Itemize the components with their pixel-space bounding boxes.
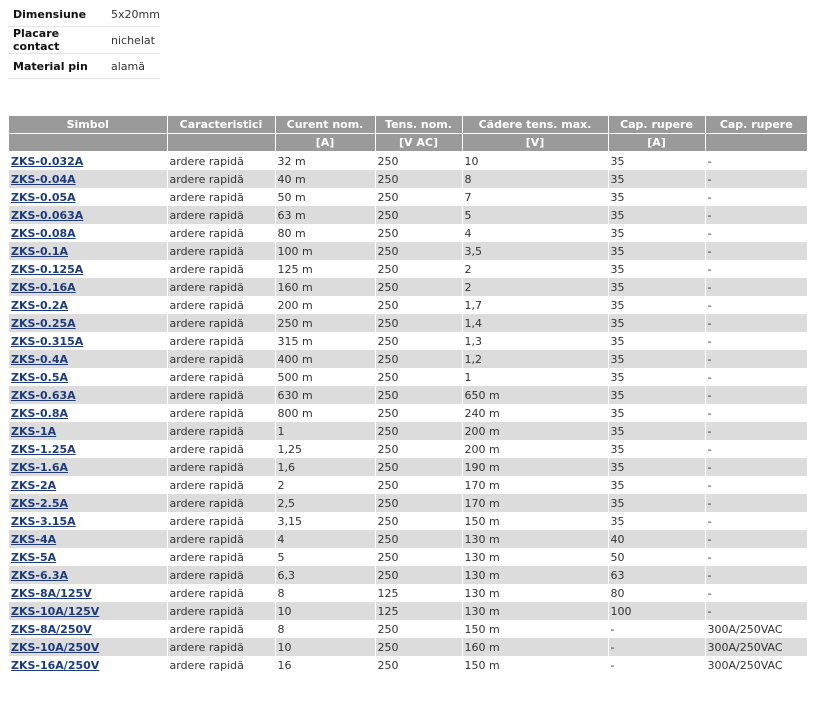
product-link[interactable]: ZKS-8A/125V	[11, 586, 92, 600]
symbol-cell	[9, 170, 167, 188]
product-link[interactable]: ZKS-0.063A	[11, 208, 84, 222]
symbol-cell	[9, 566, 167, 584]
table-cell: ardere rapidă	[167, 458, 275, 476]
table-cell: 300A/250VAC	[705, 638, 807, 656]
table-cell: 63 m	[275, 206, 375, 224]
product-link[interactable]: ZKS-6.3A	[11, 568, 68, 582]
column-unit: [A]	[608, 134, 705, 152]
product-link[interactable]: ZKS-10A/250V	[11, 640, 100, 654]
table-cell: ardere rapidă	[167, 350, 275, 368]
table-cell: -	[705, 350, 807, 368]
table-cell: ardere rapidă	[167, 494, 275, 512]
table-cell: 35	[608, 386, 705, 404]
table-cell: 40 m	[275, 170, 375, 188]
product-link[interactable]: ZKS-0.125A	[11, 262, 84, 276]
product-link[interactable]: ZKS-2.5A	[11, 496, 68, 510]
table-cell: 35	[608, 296, 705, 314]
table-row	[9, 350, 807, 368]
table-row	[9, 224, 807, 242]
table-cell: 130 m	[462, 566, 608, 584]
table-cell: 250	[375, 404, 462, 422]
table-row	[9, 368, 807, 386]
table-cell: -	[707, 478, 712, 492]
table-row	[9, 188, 807, 206]
table-row	[9, 620, 807, 638]
table-cell: 500 m	[275, 368, 375, 386]
table-cell: 10	[462, 152, 608, 171]
table-cell: -	[707, 298, 712, 312]
symbol-cell	[9, 188, 167, 206]
table-row	[9, 638, 807, 656]
table-cell: 4	[275, 530, 375, 548]
spec-value: nichelat	[106, 27, 160, 54]
table-cell: 250 m	[275, 314, 375, 332]
table-cell: ardere rapidă	[167, 476, 275, 494]
table-cell: -	[608, 620, 705, 638]
table-cell: 250	[375, 386, 462, 404]
table-cell: 250	[375, 638, 462, 656]
table-cell: 7	[462, 188, 608, 206]
spec-value: alamă	[106, 54, 160, 79]
table-cell: 250	[375, 206, 462, 224]
table-cell: 630 m	[275, 386, 375, 404]
product-link[interactable]: ZKS-1A	[11, 424, 57, 438]
table-cell: ardere rapidă	[167, 386, 275, 404]
symbol-cell	[9, 512, 167, 530]
column-unit: [V]	[462, 134, 608, 152]
table-cell: 35	[608, 404, 705, 422]
table-cell: 250	[375, 296, 462, 314]
symbol-cell	[9, 242, 167, 260]
column-header: Cap. rupere	[705, 116, 807, 134]
table-cell: 125 m	[275, 260, 375, 278]
table-row	[9, 602, 807, 620]
table-cell: ardere rapidă	[167, 602, 275, 620]
table-cell: 35	[608, 188, 705, 206]
table-cell: 1,7	[462, 296, 608, 314]
table-cell: 250	[375, 494, 462, 512]
table-cell: 400 m	[275, 350, 375, 368]
product-link[interactable]: ZKS-0.315A	[11, 334, 84, 348]
table-cell: 35	[608, 368, 705, 386]
spec-label: Material pin	[8, 54, 106, 79]
table-cell: 130 m	[462, 530, 608, 548]
table-row	[9, 566, 807, 584]
table-cell: 200 m	[462, 440, 608, 458]
spec-row	[8, 27, 160, 54]
table-cell: 35	[608, 206, 705, 224]
table-cell: 160 m	[275, 278, 375, 296]
table-cell: 8	[275, 620, 375, 638]
spec-label: Dimensiune	[8, 2, 106, 27]
column-header: Simbol	[9, 116, 167, 134]
column-header: Curent nom.	[275, 116, 375, 134]
table-cell: 200 m	[462, 422, 608, 440]
table-cell: 125	[375, 602, 462, 620]
table-cell: 32 m	[275, 152, 375, 171]
table-cell: ardere rapidă	[167, 368, 275, 386]
table-cell: -	[705, 566, 807, 584]
table-cell: 250	[375, 188, 462, 206]
table-cell: 35	[608, 170, 705, 188]
table-cell: 35	[608, 440, 705, 458]
product-link[interactable]: ZKS-0.08A	[11, 226, 76, 240]
table-cell: 250	[375, 656, 462, 674]
table-row	[9, 512, 807, 530]
table-cell: -	[707, 154, 712, 168]
product-link[interactable]: ZKS-8A/250V	[11, 622, 92, 636]
product-link[interactable]: ZKS-0.8A	[11, 406, 68, 420]
table-cell: -	[705, 530, 807, 548]
table-cell: 250	[375, 242, 462, 260]
table-cell: ardere rapidă	[167, 242, 275, 260]
table-cell: 35	[608, 494, 705, 512]
symbol-cell	[9, 440, 167, 458]
product-link[interactable]: ZKS-0.1A	[11, 244, 68, 258]
table-cell: 130 m	[462, 584, 608, 602]
product-link[interactable]: ZKS-16A/250V	[11, 658, 100, 672]
table-cell: ardere rapidă	[167, 224, 275, 242]
table-cell: 130 m	[462, 602, 608, 620]
table-row	[9, 278, 807, 296]
product-link[interactable]: ZKS-1.6A	[11, 460, 68, 474]
table-cell: -	[608, 656, 705, 674]
table-cell: 16	[275, 656, 375, 674]
spec-label: Placare contact	[8, 27, 106, 54]
table-cell: 250	[375, 368, 462, 386]
table-cell: -	[705, 602, 807, 620]
table-cell: 100 m	[275, 242, 375, 260]
table-cell: 35	[608, 314, 705, 332]
symbol-cell	[9, 386, 167, 404]
table-cell: 200 m	[275, 296, 375, 314]
table-cell: 8	[462, 170, 608, 188]
symbol-cell	[9, 476, 167, 494]
symbol-cell	[9, 602, 167, 620]
table-cell: 250	[375, 422, 462, 440]
table-cell: 1,2	[462, 350, 608, 368]
table-cell: 250	[375, 260, 462, 278]
symbol-cell	[9, 656, 167, 674]
column-header: Cap. rupere	[608, 116, 705, 134]
symbol-cell	[9, 494, 167, 512]
table-row	[9, 296, 807, 314]
symbol-cell	[9, 296, 167, 314]
product-link[interactable]: ZKS-1.25A	[11, 442, 76, 456]
table-cell: ardere rapidă	[167, 206, 275, 224]
table-cell: 125	[375, 584, 462, 602]
table-row	[9, 206, 807, 224]
table-cell: -	[707, 370, 712, 384]
product-link[interactable]: ZKS-0.032A	[11, 154, 84, 168]
table-cell: 250	[375, 476, 462, 494]
table-cell: 250	[375, 530, 462, 548]
table-cell: -	[707, 334, 712, 348]
table-cell: 240 m	[462, 404, 608, 422]
table-cell: 4	[462, 224, 608, 242]
product-link[interactable]: ZKS-5A	[11, 550, 57, 564]
table-row	[9, 260, 807, 278]
table-cell: ardere rapidă	[167, 278, 275, 296]
table-cell: -	[705, 314, 807, 332]
table-cell: 250	[375, 512, 462, 530]
table-cell: 50 m	[275, 188, 375, 206]
table-cell: 100	[608, 602, 705, 620]
table-cell: 250	[375, 566, 462, 584]
table-cell: 35	[608, 350, 705, 368]
table-cell: 130 m	[462, 548, 608, 566]
product-link[interactable]: ZKS-0.2A	[11, 298, 68, 312]
table-row	[9, 458, 807, 476]
table-cell: 35	[608, 152, 705, 171]
table-row	[9, 584, 807, 602]
table-cell: ardere rapidă	[167, 332, 275, 350]
table-cell: 1,3	[462, 332, 608, 350]
table-cell: 35	[608, 260, 705, 278]
product-table	[9, 116, 807, 674]
table-cell: 5	[275, 548, 375, 566]
table-cell: 35	[608, 512, 705, 530]
table-cell: ardere rapidă	[167, 440, 275, 458]
table-row	[9, 494, 807, 512]
table-cell: -	[707, 514, 712, 528]
table-cell: 3,15	[275, 512, 375, 530]
column-header: Cădere tens. max.	[462, 116, 608, 134]
table-cell: 6,3	[275, 566, 375, 584]
product-link[interactable]: ZKS-10A/125V	[11, 604, 100, 618]
table-cell: -	[707, 262, 712, 276]
table-cell: 2	[462, 260, 608, 278]
table-row	[9, 422, 807, 440]
table-cell: 35	[608, 224, 705, 242]
table-cell: 35	[608, 458, 705, 476]
table-cell: -	[705, 422, 807, 440]
table-cell: 35	[608, 278, 705, 296]
table-cell: 190 m	[462, 458, 608, 476]
table-cell: 80 m	[275, 224, 375, 242]
table-cell: 250	[375, 350, 462, 368]
symbol-cell	[9, 152, 167, 171]
table-cell: 300A/250VAC	[707, 658, 783, 672]
table-cell: 300A/250VAC	[707, 622, 783, 636]
column-unit: [V AC]	[375, 134, 462, 152]
table-row	[9, 314, 807, 332]
header-row	[9, 116, 807, 134]
table-cell: -	[705, 206, 807, 224]
table-row	[9, 656, 807, 674]
table-cell: 150 m	[462, 620, 608, 638]
product-link[interactable]: ZKS-3.15A	[11, 514, 76, 528]
table-cell: ardere rapidă	[167, 566, 275, 584]
table-cell: -	[705, 458, 807, 476]
symbol-cell	[9, 368, 167, 386]
product-link[interactable]: ZKS-0.63A	[11, 388, 76, 402]
product-link[interactable]: ZKS-0.16A	[11, 280, 76, 294]
table-cell: 5	[462, 206, 608, 224]
table-cell: 250	[375, 440, 462, 458]
table-cell: ardere rapidă	[167, 296, 275, 314]
table-cell: 10	[275, 602, 375, 620]
symbol-cell	[9, 458, 167, 476]
table-cell: 35	[608, 332, 705, 350]
table-cell: 650 m	[462, 386, 608, 404]
table-cell: 1,4	[462, 314, 608, 332]
symbol-cell	[9, 404, 167, 422]
column-unit	[9, 134, 167, 152]
symbol-cell	[9, 548, 167, 566]
symbol-cell	[9, 224, 167, 242]
table-cell: -	[707, 442, 712, 456]
table-cell: 1,25	[275, 440, 375, 458]
table-cell: 2,5	[275, 494, 375, 512]
table-cell: 150 m	[462, 512, 608, 530]
table-row	[9, 404, 807, 422]
column-unit	[167, 134, 275, 152]
table-cell: 1,6	[275, 458, 375, 476]
table-cell: 35	[608, 422, 705, 440]
table-cell: -	[705, 170, 807, 188]
table-cell: ardere rapidă	[167, 314, 275, 332]
product-link[interactable]: ZKS-0.04A	[11, 172, 76, 186]
table-cell: 315 m	[275, 332, 375, 350]
table-cell: 2	[462, 278, 608, 296]
table-cell: 170 m	[462, 494, 608, 512]
table-cell: 250	[375, 152, 462, 171]
table-cell: ardere rapidă	[167, 260, 275, 278]
symbol-cell	[9, 278, 167, 296]
table-header	[9, 116, 807, 152]
symbol-cell	[9, 206, 167, 224]
unit-row	[9, 134, 807, 152]
table-row	[9, 332, 807, 350]
symbol-cell	[9, 260, 167, 278]
table-cell: 80	[608, 584, 705, 602]
table-cell: 8	[275, 584, 375, 602]
symbol-cell	[9, 584, 167, 602]
product-link[interactable]: ZKS-0.5A	[11, 370, 68, 384]
table-cell: ardere rapidă	[167, 152, 275, 171]
table-cell: 1	[275, 422, 375, 440]
spec-value: 5x20mm	[106, 2, 160, 27]
table-row	[9, 170, 807, 188]
column-header: Tens. nom.	[375, 116, 462, 134]
symbol-cell	[9, 314, 167, 332]
table-cell: ardere rapidă	[167, 548, 275, 566]
symbol-cell	[9, 638, 167, 656]
table-cell: ardere rapidă	[167, 656, 275, 674]
table-cell: -	[705, 494, 807, 512]
table-cell: 250	[375, 458, 462, 476]
product-link[interactable]: ZKS-2A	[11, 478, 57, 492]
table-cell: 800 m	[275, 404, 375, 422]
column-header: Caracteristici	[167, 116, 275, 134]
table-cell: 10	[275, 638, 375, 656]
table-row	[9, 476, 807, 494]
table-cell: ardere rapidă	[167, 620, 275, 638]
table-cell: 63	[608, 566, 705, 584]
table-cell: -	[705, 278, 807, 296]
table-cell: -	[707, 406, 712, 420]
symbol-cell	[9, 530, 167, 548]
table-cell: 35	[608, 476, 705, 494]
table-cell: 150 m	[462, 656, 608, 674]
table-cell: 35	[608, 242, 705, 260]
column-unit: [A]	[275, 134, 375, 152]
table-row	[9, 548, 807, 566]
table-body	[9, 152, 807, 675]
table-cell: ardere rapidă	[167, 188, 275, 206]
table-cell: 170 m	[462, 476, 608, 494]
product-link[interactable]: ZKS-0.05A	[11, 190, 76, 204]
table-cell: 250	[375, 170, 462, 188]
table-cell: 50	[608, 548, 705, 566]
table-cell: -	[707, 190, 712, 204]
table-cell: 250	[375, 278, 462, 296]
table-cell: 2	[275, 476, 375, 494]
spec-row	[8, 54, 160, 79]
table-cell: 250	[375, 548, 462, 566]
table-cell: 250	[375, 332, 462, 350]
table-cell: ardere rapidă	[167, 584, 275, 602]
table-cell: ardere rapidă	[167, 170, 275, 188]
product-link[interactable]: ZKS-0.25A	[11, 316, 76, 330]
table-cell: -	[705, 242, 807, 260]
table-cell: 1	[462, 368, 608, 386]
table-cell: 250	[375, 620, 462, 638]
table-cell: -	[608, 638, 705, 656]
symbol-cell	[9, 332, 167, 350]
table-cell: 160 m	[462, 638, 608, 656]
table-cell: -	[707, 550, 712, 564]
product-link[interactable]: ZKS-0.4A	[11, 352, 68, 366]
table-row	[9, 530, 807, 548]
product-link[interactable]: ZKS-4A	[11, 532, 57, 546]
symbol-cell	[9, 350, 167, 368]
table-cell: -	[705, 386, 807, 404]
table-cell: -	[707, 586, 712, 600]
table-cell: ardere rapidă	[167, 404, 275, 422]
table-cell: 3,5	[462, 242, 608, 260]
column-unit	[705, 134, 807, 152]
table-cell: ardere rapidă	[167, 530, 275, 548]
table-cell: ardere rapidă	[167, 638, 275, 656]
table-cell: -	[707, 226, 712, 240]
table-row	[9, 242, 807, 260]
table-row	[9, 152, 807, 171]
spec-row	[8, 2, 160, 27]
table-cell: 40	[608, 530, 705, 548]
table-cell: ardere rapidă	[167, 512, 275, 530]
table-row	[9, 386, 807, 404]
table-cell: 250	[375, 314, 462, 332]
table-cell: 250	[375, 224, 462, 242]
specs-table	[8, 2, 160, 79]
table-cell: ardere rapidă	[167, 422, 275, 440]
symbol-cell	[9, 620, 167, 638]
symbol-cell	[9, 422, 167, 440]
table-row	[9, 440, 807, 458]
